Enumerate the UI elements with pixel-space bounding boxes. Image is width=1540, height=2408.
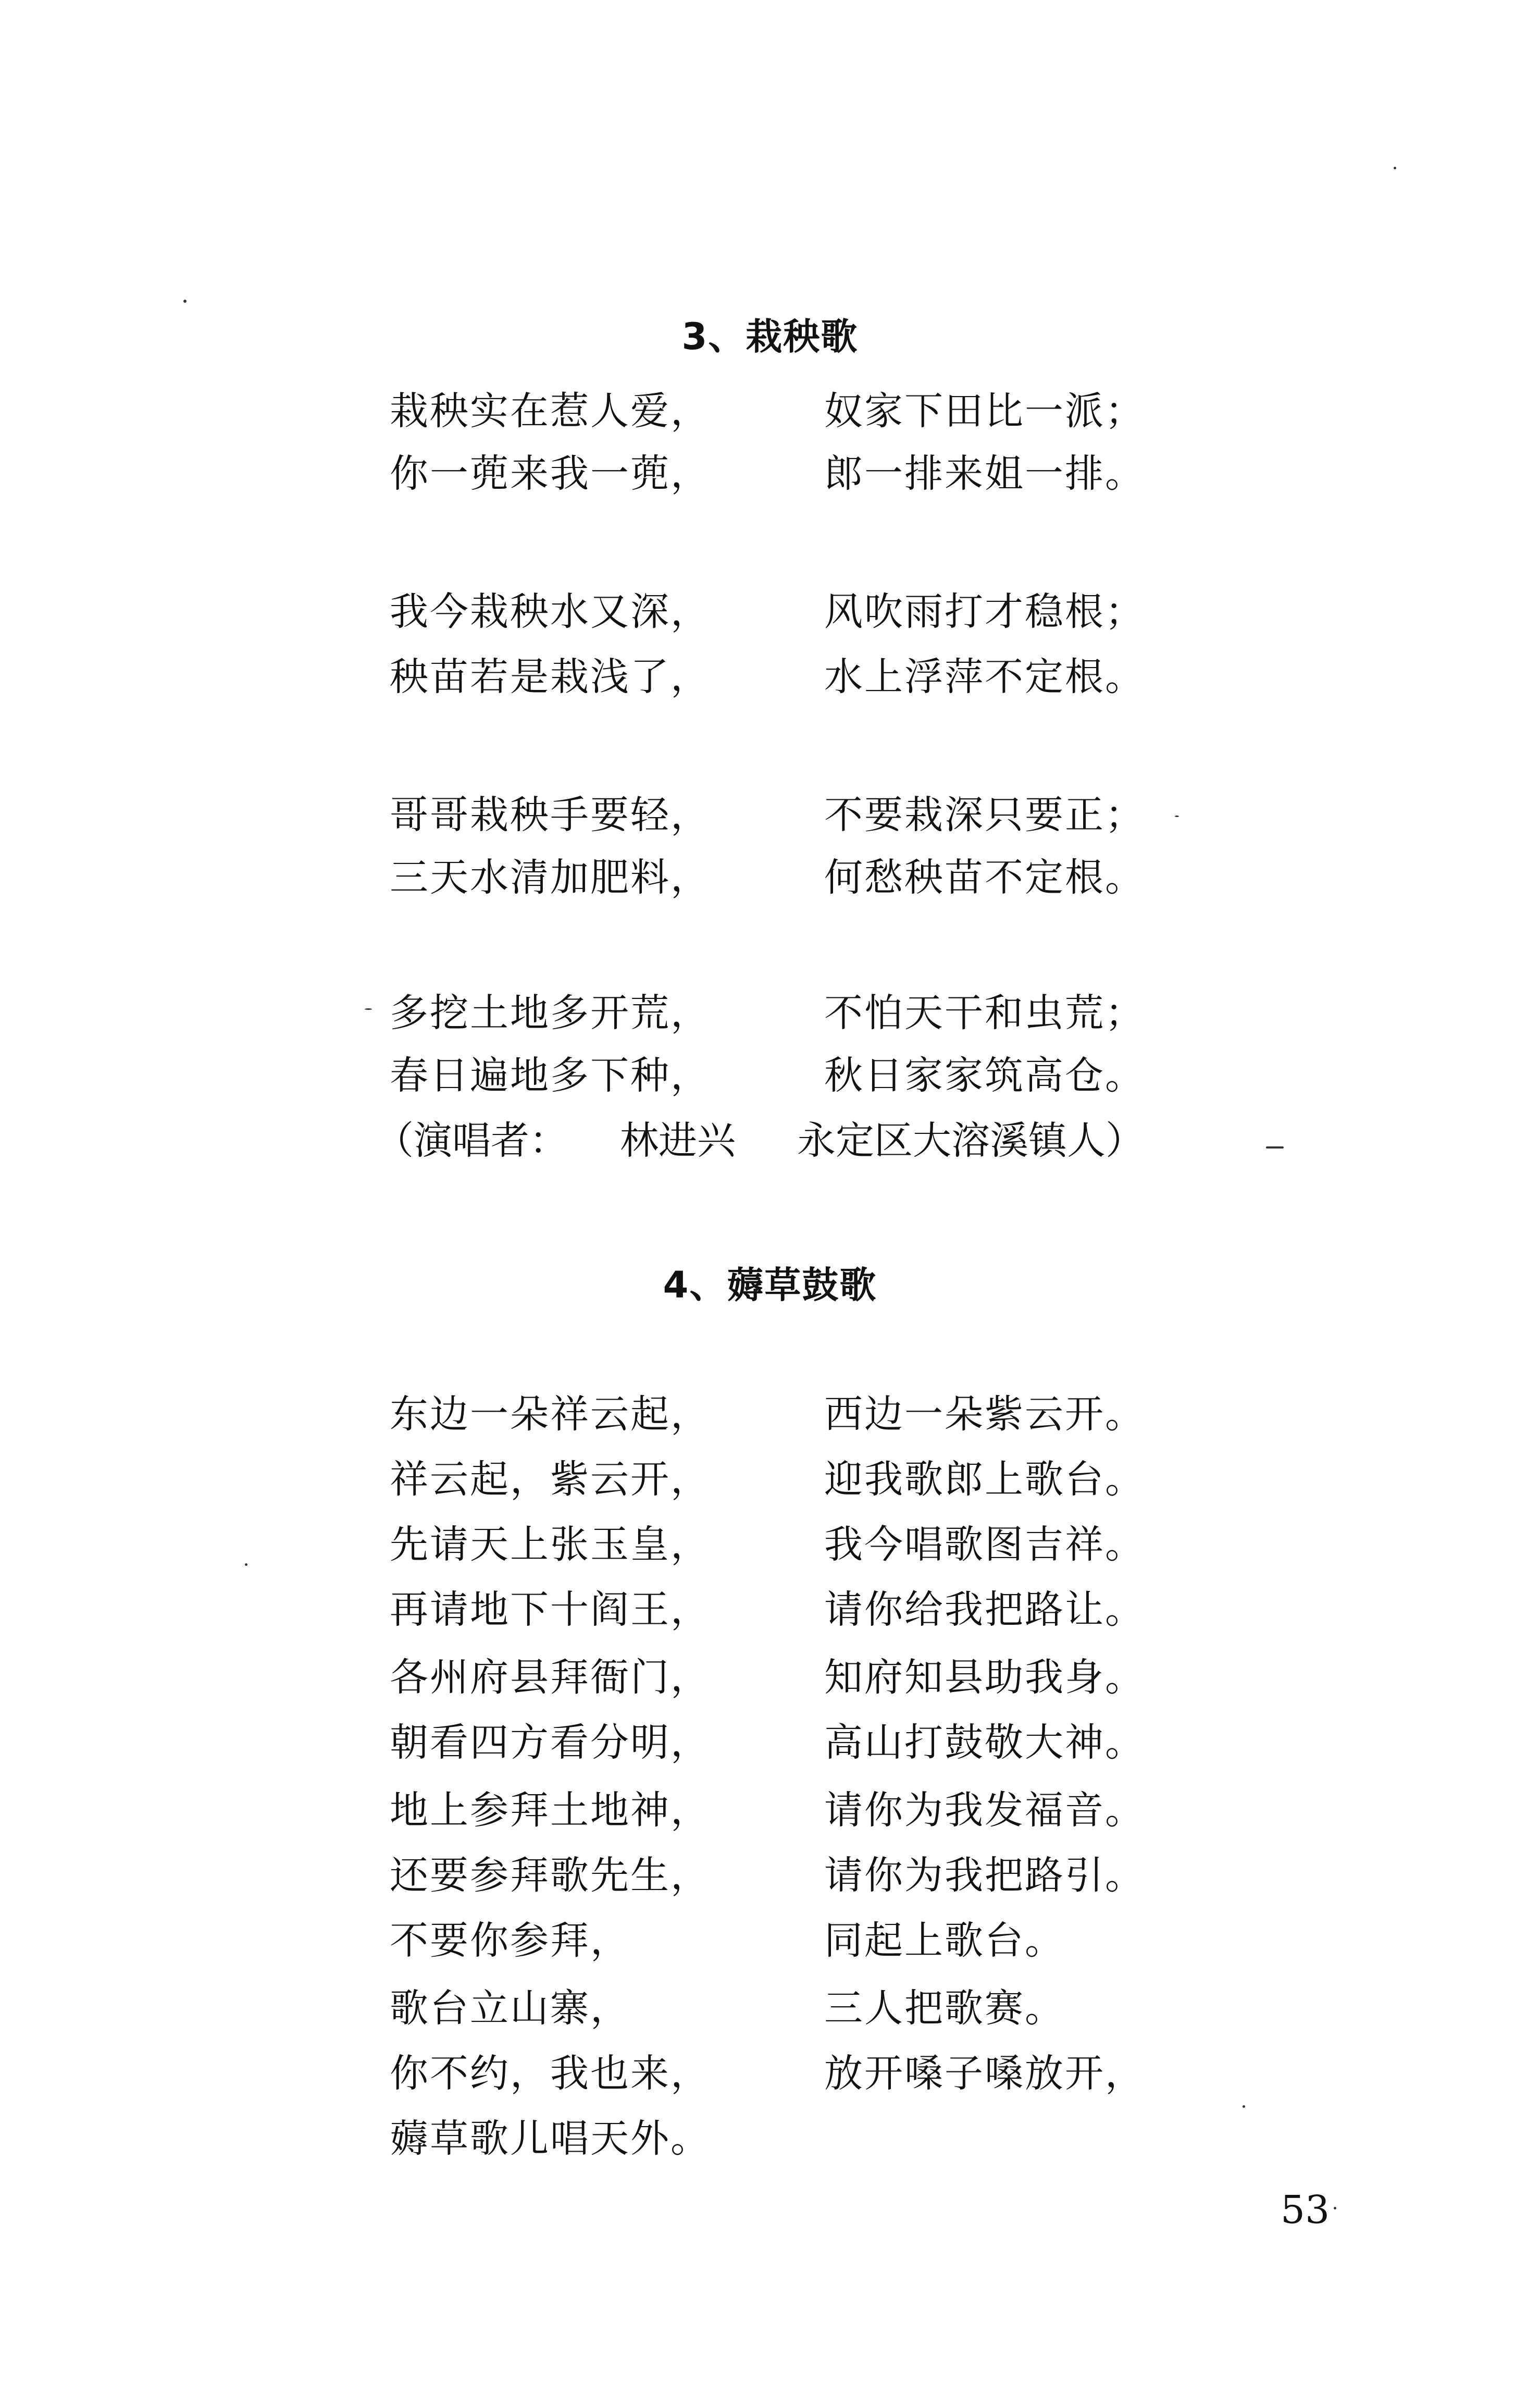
credit-open: （演唱者： — [375, 1118, 568, 1163]
song3-line-6-a: 三天水清加肥料， — [390, 855, 711, 900]
song3-line-7-a: 多挖土地多开荒， — [390, 991, 711, 1035]
song3-line-2-b: 郎一排来姐一排。 — [824, 451, 1145, 496]
song4-line-9-a: 不要你参拜， — [390, 1918, 630, 1963]
scan-speck — [1175, 816, 1179, 817]
scan-speck — [1394, 167, 1396, 169]
song4-line-1-b: 西边一朵紫云开。 — [824, 1392, 1145, 1437]
scan-speck — [1243, 2105, 1245, 2108]
song4-line-3-b: 我今唱歌图吉祥。 — [824, 1522, 1145, 1567]
scan-speck — [365, 1008, 372, 1010]
song4-line-5-a: 各州府县拜衙门， — [390, 1655, 711, 1700]
scan-speck — [1334, 2207, 1336, 2209]
song4-line-10-b: 三人把歌赛。 — [824, 1986, 1065, 2031]
scan-speck — [183, 300, 187, 303]
song3-line-5-a: 哥哥栽秧手要轻， — [390, 793, 711, 837]
song4-line-7-b: 请你为我发福音。 — [824, 1788, 1145, 1833]
credit-singer: 林进兴 — [620, 1118, 736, 1163]
song3-line-8-b: 秋日家家筑高仓。 — [824, 1053, 1145, 1098]
scan-speck — [245, 1563, 247, 1566]
song4-line-1-a: 东边一朵祥云起， — [390, 1392, 711, 1437]
credit-place: 永定区大溶溪镇人） — [797, 1118, 1144, 1163]
song4-line-10-a: 歌台立山寨， — [390, 1986, 630, 2031]
song3-line-2-a: 你一蔸来我一蔸， — [390, 451, 711, 496]
song3-line-4-a: 秧苗若是栽浅了， — [390, 655, 711, 699]
song4-line-11-b: 放开嗓子嗓放开， — [824, 2051, 1145, 2096]
song4-line-2-b: 迎我歌郎上歌台。 — [824, 1457, 1145, 1502]
song4-line-11-a: 你不约，我也来， — [390, 2051, 711, 2096]
song3-line-5-b: 不要栽深只要正； — [824, 793, 1145, 837]
song4-line-4-b: 请你给我把路让。 — [824, 1587, 1145, 1632]
song3-line-6-b: 何愁秧苗不定根。 — [824, 855, 1145, 900]
song3-line-3-a: 我今栽秧水又深， — [390, 589, 711, 634]
song4-line-8-a: 还要参拜歌先生， — [390, 1853, 711, 1898]
scan-speck — [1266, 1146, 1284, 1149]
song4-line-5-b: 知府知县助我身。 — [824, 1655, 1145, 1700]
song4-line-3-a: 先请天上张玉皇， — [390, 1522, 711, 1567]
song4-line-6-a: 朝看四方看分明， — [390, 1720, 711, 1765]
song3-line-1-a: 栽秧实在惹人爱， — [390, 389, 711, 434]
song4-line-8-b: 请你为我把路引。 — [824, 1853, 1145, 1898]
song3-line-1-b: 奴家下田比一派； — [824, 389, 1145, 434]
song4-line-7-a: 地上参拜土地神， — [390, 1788, 711, 1833]
song3-line-3-b: 风吹雨打才稳根； — [824, 589, 1145, 634]
song3-line-7-b: 不怕天干和虫荒； — [824, 991, 1145, 1035]
song4-line-12-a: 薅草歌儿唱天外。 — [390, 2116, 711, 2161]
page-number: 53 — [1281, 2188, 1330, 2232]
song4-line-9-b: 同起上歌台。 — [824, 1918, 1065, 1963]
song4-line-2-a: 祥云起，紫云开， — [390, 1457, 711, 1502]
song3-line-8-a: 春日遍地多下种， — [390, 1053, 711, 1098]
song4-line-4-a: 再请地下十阎王， — [390, 1587, 711, 1632]
song4-line-6-b: 高山打鼓敬大神。 — [824, 1720, 1145, 1765]
song3-title: 3、栽秧歌 — [681, 315, 859, 358]
song4-title: 4、薅草鼓歌 — [663, 1264, 877, 1306]
song3-line-4-b: 水上浮萍不定根。 — [824, 655, 1145, 699]
